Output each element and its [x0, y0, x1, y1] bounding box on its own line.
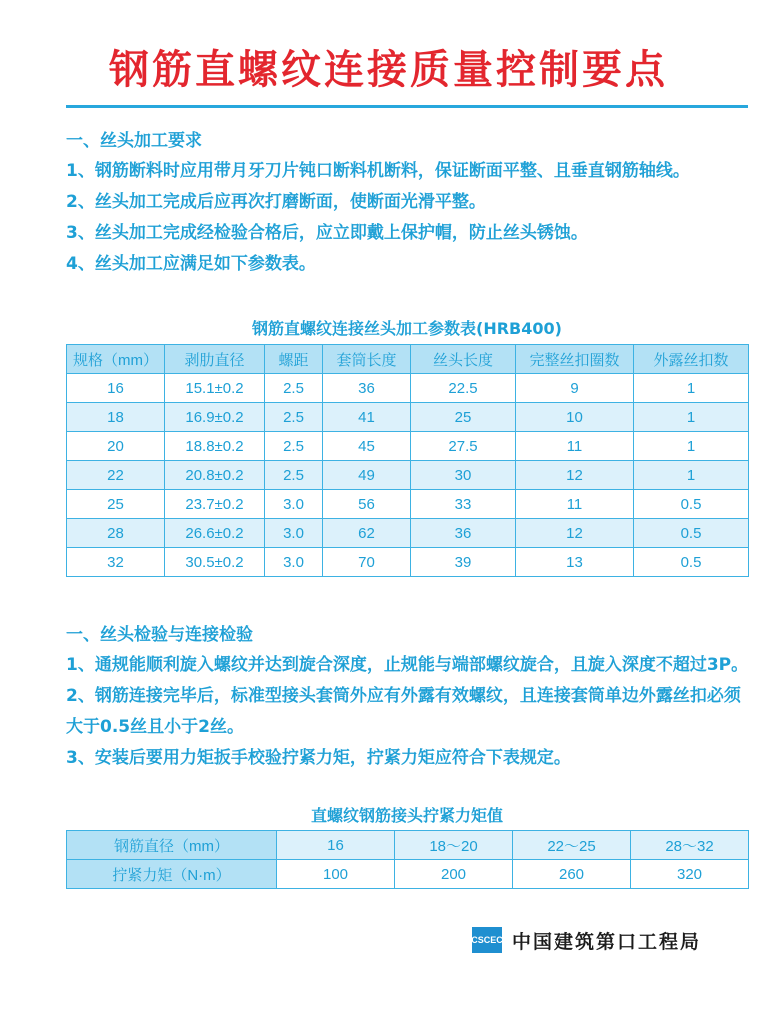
table-cell: 1 — [634, 461, 749, 490]
table-cell: 56 — [323, 490, 411, 519]
list-item: 1、钢筋断料时应用带月牙刀片钝口断料机断料，保证断面平整、且垂直钢筋轴线。 — [66, 161, 690, 181]
column-header: 规格（mm） — [67, 345, 165, 374]
table-header-row — [67, 345, 749, 374]
section-heading: 一、丝头加工要求 — [66, 131, 202, 151]
table-cell: 70 — [323, 548, 411, 577]
table-cell: 1 — [634, 374, 749, 403]
table-cell: 11 — [516, 432, 634, 461]
table-cell: 62 — [323, 519, 411, 548]
footer — [472, 927, 701, 953]
table-cell: 39 — [411, 548, 516, 577]
table-cell: 22～25 — [513, 831, 631, 860]
table-cell: 49 — [323, 461, 411, 490]
table-cell: 20.8±0.2 — [165, 461, 265, 490]
table-cell: 30.5±0.2 — [165, 548, 265, 577]
table-cell: 2.5 — [265, 374, 323, 403]
list-item: 2、钢筋连接完毕后，标准型接头套筒外应有外露有效螺纹，且连接套筒单边外露丝扣必须大于0.5丝且小于2丝。 — [66, 686, 741, 737]
column-header: 套筒长度 — [323, 345, 411, 374]
table-row — [67, 519, 749, 548]
table-cell: 3.0 — [265, 548, 323, 577]
table-cell: 25 — [67, 490, 165, 519]
table-row — [67, 403, 749, 432]
table-cell: 12 — [516, 461, 634, 490]
company-logo-icon: CSCEC — [472, 927, 502, 953]
table-cell: 22 — [67, 461, 165, 490]
table-cell: 1 — [634, 403, 749, 432]
table-cell: 22.5 — [411, 374, 516, 403]
table-cell: 28～32 — [631, 831, 749, 860]
title-divider — [66, 105, 748, 108]
list-item: 1、通规能顺利旋入螺纹并达到旋合深度，止规能与端部螺纹旋合，且旋入深度不超过3P。 — [66, 655, 749, 675]
table-cell: 23.7±0.2 — [165, 490, 265, 519]
table-row — [67, 461, 749, 490]
list-item: 2、丝头加工完成后应再次打磨断面，使断面光滑平整。 — [66, 192, 486, 212]
table-cell: 45 — [323, 432, 411, 461]
table-cell: 1 — [634, 432, 749, 461]
table-cell: 12 — [516, 519, 634, 548]
table-cell: 320 — [631, 860, 749, 889]
torque-table-title: 直螺纹钢筋接头拧紧力矩值 — [310, 806, 503, 825]
column-header: 剥肋直径 — [165, 345, 265, 374]
table-cell: 16.9±0.2 — [165, 403, 265, 432]
table-cell: 11 — [516, 490, 634, 519]
table-cell: 15.1±0.2 — [165, 374, 265, 403]
table-row — [67, 374, 749, 403]
table-cell: 13 — [516, 548, 634, 577]
row-header: 钢筋直径（mm） — [67, 831, 277, 860]
params-table-title: 钢筋直螺纹连接丝头加工参数表(HRB400) — [252, 319, 562, 338]
section-thread-processing — [66, 126, 756, 280]
table-cell: 18 — [67, 403, 165, 432]
table-row — [67, 548, 749, 577]
table-cell: 16 — [277, 831, 395, 860]
table-cell: 3.0 — [265, 519, 323, 548]
torque-table — [66, 830, 749, 889]
column-header: 外露丝扣数 — [634, 345, 749, 374]
table-cell: 25 — [411, 403, 516, 432]
table-cell: 33 — [411, 490, 516, 519]
table-cell: 2.5 — [265, 432, 323, 461]
section-heading: 一、丝头检验与连接检验 — [66, 625, 253, 645]
section-inspection — [66, 620, 756, 774]
table-cell: 100 — [277, 860, 395, 889]
table-cell: 260 — [513, 860, 631, 889]
table-cell: 27.5 — [411, 432, 516, 461]
list-item: 4、丝头加工应满足如下参数表。 — [66, 254, 316, 274]
table-row — [67, 432, 749, 461]
table-cell: 200 — [395, 860, 513, 889]
table-row — [67, 490, 749, 519]
table-cell: 2.5 — [265, 403, 323, 432]
table-row — [67, 831, 749, 860]
table-cell: 36 — [323, 374, 411, 403]
table-row — [67, 860, 749, 889]
table-cell: 9 — [516, 374, 634, 403]
table-cell: 26.6±0.2 — [165, 519, 265, 548]
table-cell: 0.5 — [634, 490, 749, 519]
table-cell: 20 — [67, 432, 165, 461]
table-cell: 0.5 — [634, 548, 749, 577]
column-header: 完整丝扣圈数 — [516, 345, 634, 374]
table-cell: 32 — [67, 548, 165, 577]
table-cell: 3.0 — [265, 490, 323, 519]
table-cell: 0.5 — [634, 519, 749, 548]
params-table — [66, 344, 749, 577]
table-cell: 16 — [67, 374, 165, 403]
row-header: 拧紧力矩（N·m） — [67, 860, 277, 889]
table-cell: 18～20 — [395, 831, 513, 860]
company-name: 中国建筑第口工程局 — [512, 930, 702, 953]
column-header: 丝头长度 — [411, 345, 516, 374]
table-cell: 2.5 — [265, 461, 323, 490]
list-item: 3、安装后要用力矩扳手校验拧紧力矩，拧紧力矩应符合下表规定。 — [66, 748, 571, 768]
table-cell: 36 — [411, 519, 516, 548]
table-cell: 30 — [411, 461, 516, 490]
table-cell: 28 — [67, 519, 165, 548]
page-title: 钢筋直螺纹连接质量控制要点 — [109, 47, 668, 93]
table-cell: 41 — [323, 403, 411, 432]
list-item: 3、丝头加工完成经检验合格后，应立即戴上保护帽，防止丝头锈蚀。 — [66, 223, 588, 243]
column-header: 螺距 — [265, 345, 323, 374]
table-cell: 18.8±0.2 — [165, 432, 265, 461]
table-cell: 10 — [516, 403, 634, 432]
